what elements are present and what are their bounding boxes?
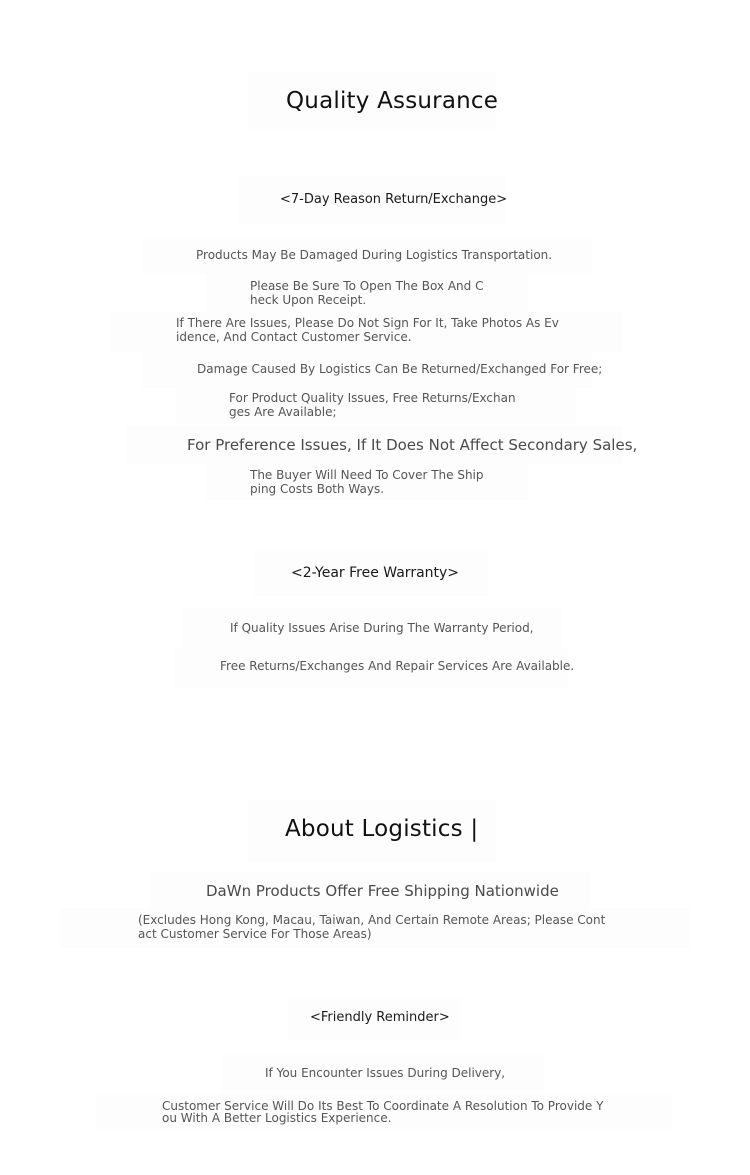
return-exchange-heading: <7-Day Reason Return/Exchange> (280, 192, 508, 207)
delivery-issues-line: If You Encounter Issues During Delivery, (265, 1066, 506, 1080)
logistics-damage-return-line: Damage Caused By Logistics Can Be Returned/Exchanged For Free; (197, 362, 603, 376)
free-repair-line: Free Returns/Exchanges And Repair Services Are Available. (220, 659, 575, 673)
free-shipping-line: DaWn Products Offer Free Shipping Nationwide (206, 882, 559, 900)
preference-issues-line: For Preference Issues, If It Does Not Affect Secondary Sales, (187, 436, 638, 454)
issues-evidence-line: If There Are Issues, Please Do Not Sign For It, Take Photos As Evidence, And Contact Customer Service. (176, 316, 559, 344)
warranty-heading: <2-Year Free Warranty> (291, 565, 460, 581)
about-logistics-title: About Logistics | (285, 816, 479, 842)
shipping-costs-line: The Buyer Will Need To Cover The Shipping Costs Both Ways. (250, 468, 484, 496)
customer-service-line: Customer Service Will Do Its Best To Coordinate A Resolution To Provide You With A Better Logistics Experience. (162, 1099, 604, 1125)
warranty-period-line: If Quality Issues Arise During The Warranty Period, (230, 621, 534, 635)
open-box-line: Please Be Sure To Open The Box And Check Upon Receipt. (250, 279, 484, 307)
quality-issue-return-line: For Product Quality Issues, Free Returns/Exchanges Are Available; (229, 391, 516, 419)
quality-assurance-title: Quality Assurance (286, 88, 499, 114)
logistics-damage-line: Products May Be Damaged During Logistics Transportation. (196, 248, 553, 262)
exclusion-note: (Excludes Hong Kong, Macau, Taiwan, And Certain Remote Areas; Please Contact Customer Service For Those Areas) (138, 913, 606, 941)
friendly-reminder-heading: <Friendly Reminder> (310, 1010, 450, 1025)
